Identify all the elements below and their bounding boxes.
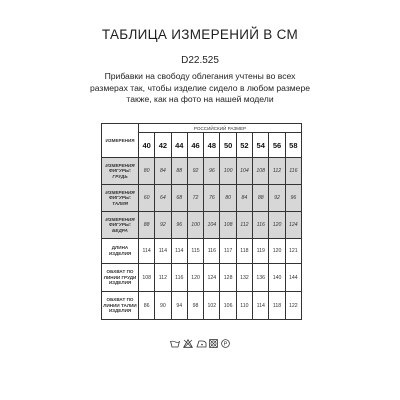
size-header-58: 58 — [285, 133, 301, 158]
table-cell: 88 — [171, 158, 187, 185]
row-label: ИЗМЕРЕНИЯ ФИГУРЫ: ТАЛИЯ — [102, 185, 139, 212]
table-cell: 120 — [269, 212, 285, 239]
table-cell: 118 — [236, 239, 252, 264]
table-cell: 120 — [269, 239, 285, 264]
product-code: D22.525 — [181, 55, 219, 66]
table-cell: 114 — [139, 239, 155, 264]
table-row — [102, 264, 302, 292]
row-label: ИЗМЕРЕНИЯ ФИГУРЫ: ГРУДЬ — [102, 158, 139, 185]
table-cell: 121 — [285, 239, 301, 264]
table-cell: 84 — [236, 185, 252, 212]
table-cell: 92 — [155, 212, 171, 239]
table-cell: 88 — [253, 185, 269, 212]
table-cell: 84 — [155, 158, 171, 185]
table-cell: 96 — [171, 212, 187, 239]
table-cell: 128 — [220, 264, 236, 292]
table-cell: 114 — [253, 292, 269, 320]
table-cell: 117 — [220, 239, 236, 264]
table-cell: 98 — [187, 292, 203, 320]
fit-note: Прибавки на свободу облегания учтены во всех размерах так, чтобы изделие сидело в любом размере также, как на фото на нашей модели — [89, 71, 311, 104]
table-cell: 104 — [204, 212, 220, 239]
table-row — [102, 292, 302, 320]
table-row — [102, 158, 302, 185]
table-cell: 100 — [187, 212, 203, 239]
table-cell: 115 — [187, 239, 203, 264]
size-header-42: 42 — [155, 133, 171, 158]
table-cell: 122 — [285, 292, 301, 320]
size-header-50: 50 — [220, 133, 236, 158]
table-cell: 72 — [187, 185, 203, 212]
size-header-44: 44 — [171, 133, 187, 158]
row-label: ОБХВАТ ПО ЛИНИИ ТАЛИИ ИЗДЕЛИЯ — [102, 292, 139, 320]
size-header-54: 54 — [253, 133, 269, 158]
size-header-48: 48 — [204, 133, 220, 158]
table-cell: 116 — [253, 212, 269, 239]
table-cell: 112 — [155, 264, 171, 292]
table-cell: 76 — [204, 185, 220, 212]
table-cell: 112 — [236, 212, 252, 239]
table-cell: 104 — [236, 158, 252, 185]
size-header-56: 56 — [269, 133, 285, 158]
table-cell: 68 — [171, 185, 187, 212]
size-header-46: 46 — [187, 133, 203, 158]
corner-label: ИЗМЕРЕНИЯ — [102, 124, 139, 158]
table-cell: 64 — [155, 185, 171, 212]
size-header-40: 40 — [139, 133, 155, 158]
table-cell: 116 — [171, 264, 187, 292]
table-cell: 80 — [220, 185, 236, 212]
table-cell: 124 — [204, 264, 220, 292]
row-label: ОБХВАТ ПО ЛИНИИ ГРУДИ ИЗДЕЛИЯ — [102, 264, 139, 292]
table-cell: 94 — [171, 292, 187, 320]
table-cell: 90 — [155, 292, 171, 320]
table-cell: 86 — [139, 292, 155, 320]
wash-30-icon — [170, 340, 180, 348]
row-label: ДЛИНА ИЗДЕЛИЯ — [102, 239, 139, 264]
table-cell: 119 — [253, 239, 269, 264]
table-cell: 106 — [220, 292, 236, 320]
table-cell: 120 — [187, 264, 203, 292]
table-cell: 96 — [204, 158, 220, 185]
table-cell: 132 — [236, 264, 252, 292]
table-cell: 92 — [269, 185, 285, 212]
care-symbols — [170, 339, 230, 348]
header-group: РОССИЙСКИЙ РАЗМЕР — [139, 124, 302, 133]
table-row — [102, 185, 302, 212]
iron-low-icon — [196, 340, 207, 348]
table-cell: 108 — [139, 264, 155, 292]
table-cell: 102 — [204, 292, 220, 320]
size-table — [101, 123, 302, 320]
table-cell: 108 — [253, 158, 269, 185]
table-cell: 136 — [253, 264, 269, 292]
table-cell: 118 — [269, 292, 285, 320]
table-cell: 92 — [187, 158, 203, 185]
table-cell: 110 — [236, 292, 252, 320]
table-cell: 60 — [139, 185, 155, 212]
no-bleach-icon — [183, 339, 193, 348]
table-cell: 114 — [155, 239, 171, 264]
svg-text:P: P — [223, 341, 228, 348]
table-cell: 124 — [285, 212, 301, 239]
table-cell: 96 — [285, 185, 301, 212]
no-tumble-dry-icon — [209, 339, 218, 348]
table-cell: 80 — [139, 158, 155, 185]
table-cell: 100 — [220, 158, 236, 185]
table-cell: 114 — [171, 239, 187, 264]
table-cell: 116 — [285, 158, 301, 185]
page-title: ТАБЛИЦА ИЗМЕРЕНИЙ В СМ — [101, 27, 299, 42]
table-cell: 144 — [285, 264, 301, 292]
row-label: ИЗМЕРЕНИЯ ФИГУРЫ: БЕДРА — [102, 212, 139, 239]
size-header-52: 52 — [236, 133, 252, 158]
table-cell: 88 — [139, 212, 155, 239]
table-cell: 112 — [269, 158, 285, 185]
table-row — [102, 212, 302, 239]
table-cell: 116 — [204, 239, 220, 264]
table-cell: 140 — [269, 264, 285, 292]
table-row — [102, 239, 302, 264]
table-cell: 108 — [220, 212, 236, 239]
dry-clean-p-icon — [221, 339, 230, 348]
